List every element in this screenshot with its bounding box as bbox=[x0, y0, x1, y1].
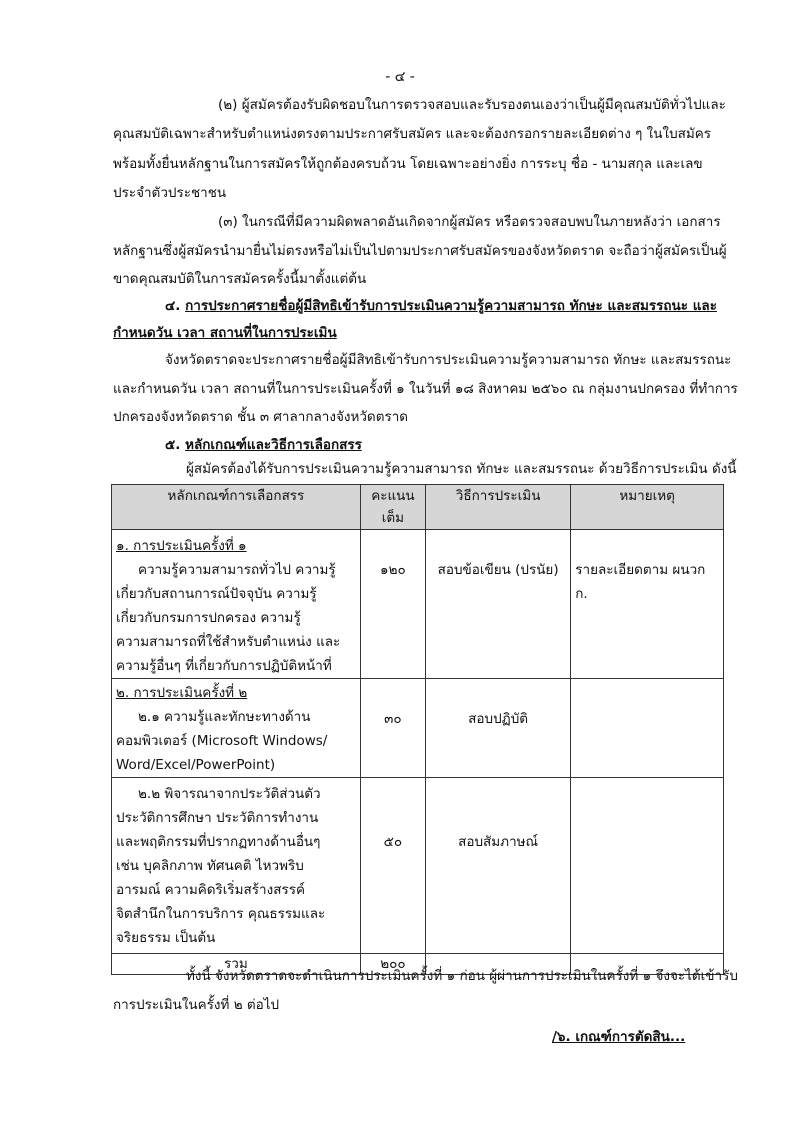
continuation-note: /๖. เกณฑ์การตัดสิน... bbox=[552, 1029, 686, 1045]
closing-line-2: การประเมินในครั้งที่ ๒ ต่อไป bbox=[113, 997, 280, 1013]
row-3-desc-2: ประวัติการศึกษา ประวัติการทำงาน bbox=[116, 810, 319, 826]
total-label: รวม bbox=[112, 954, 361, 975]
row-3-note bbox=[571, 778, 724, 954]
para-2-line-4: ประจำตัวประชาชน bbox=[113, 185, 227, 201]
criteria-table bbox=[111, 484, 724, 975]
para-3-line-2: หลักฐานซึ่งผู้สมัครนำมายื่นไม่ตรงหรือไม่เป็นไปตามประกาศรับสมัครของจังหวัดตราด จะถือว่าผู้สมัครเป็นผู้ bbox=[113, 243, 727, 259]
row-3-desc-1: ๒.๒ พิจารณาจากประวัติส่วนตัว bbox=[138, 786, 321, 802]
row-3-desc-7: จริยธรรม เป็นต้น bbox=[116, 930, 216, 946]
row-2-note bbox=[571, 679, 724, 778]
section-4-line-1: จังหวัดตราดจะประกาศรายชื่อผู้มีสิทธิเข้ารับการประเมินความรู้ความสามารถ ทักษะ และสมรรถนะ bbox=[165, 352, 732, 368]
para-2-line-1: (๒) ผู้สมัครต้องรับผิดชอบในการตรวจสอบและรับรองตนเองว่าเป็นผู้มีคุณสมบัติทั่วไปและ bbox=[218, 97, 726, 113]
header-method: วิธีการประเมิน bbox=[425, 485, 570, 530]
row-3-desc-5: อารมณ์ ความคิดริเริ่มสร้างสรรค์ bbox=[116, 882, 305, 898]
section-5-number: ๕. bbox=[165, 437, 181, 453]
table-row bbox=[112, 778, 724, 954]
page-number: - ๔ - bbox=[385, 69, 415, 85]
para-2-line-2: คุณสมบัติเฉพาะสำหรับตำแหน่งตรงตามประกาศรับสมัคร และจะต้องกรอกรายละเอียดต่าง ๆ ในใบสมัคร bbox=[113, 126, 712, 142]
row-2-desc-2: คอมพิวเตอร์ (Microsoft Windows/ bbox=[116, 733, 328, 749]
criteria-cell bbox=[112, 530, 361, 679]
section-5-heading-text: หลักเกณฑ์และวิธีการเลือกสรร bbox=[185, 437, 362, 453]
row-2-method: สอบปฏิบัติ bbox=[425, 679, 570, 778]
row-2-desc-3: Word/Excel/PowerPoint) bbox=[116, 757, 276, 773]
row-2-desc-1: ๒.๑ ความรู้และทักษะทางด้าน bbox=[138, 709, 311, 725]
row-1-desc-3: เกี่ยวกับกรมการปกครอง ความรู้ bbox=[116, 610, 301, 626]
section-4-line-2: และกำหนดวัน เวลา สถานที่ในการประเมินครั้งที่ ๑ ในวันที่ ๑๘ สิงหาคม ๒๕๖๐ ณ กลุ่มงานปกครอง ที่ทำการ bbox=[113, 381, 738, 397]
row-3-method: สอบสัมภาษณ์ bbox=[425, 778, 570, 954]
row-3-score: ๕๐ bbox=[360, 778, 425, 954]
para-2-line-3: พร้อมทั้งยื่นหลักฐานในการสมัครให้ถูกต้องครบถ้วน โดยเฉพาะอย่างยิ่ง การระบุ ชื่อ - นามสกุล และเลข bbox=[113, 156, 703, 172]
section-4-heading-2: กำหนดวัน เวลา สถานที่ในการประเมิน bbox=[113, 325, 337, 341]
closing-line-1: ทั้งนี้ จังหวัดตราดจะดำเนินการประเมินครั้งที่ ๑ ก่อน ผู้ผ่านการประเมินในครั้งที่ ๑ จึงจะได้เข้ารับ bbox=[186, 968, 738, 984]
header-criteria: หลักเกณฑ์การเลือกสรร bbox=[112, 485, 361, 530]
row-1-desc-1: ความรู้ความสามารถทั่วไป ความรู้ bbox=[138, 562, 336, 578]
section-4-heading-1: การประกาศรายชื่อผู้มีสิทธิเข้ารับการประเมินความรู้ความสามารถ ทักษะ และสมรรถนะ และ bbox=[185, 298, 717, 314]
section-5-heading bbox=[165, 435, 362, 455]
para-3-line-1: (๓) ในกรณีที่มีความผิดพลาดอันเกิดจากผู้สมัคร หรือตรวจสอบพบในภายหลังว่า เอกสาร bbox=[218, 214, 721, 230]
header-note: หมายเหตุ bbox=[571, 485, 724, 530]
row-1-note: รายละเอียดตาม ผนวก ก. bbox=[571, 530, 724, 679]
row-3-desc-4: เช่น บุคลิกภาพ ทัศนคติ ไหวพริบ bbox=[116, 858, 304, 874]
row-1-desc-4: ความสามารถที่ใช้สำหรับตำแหน่ง และ bbox=[116, 634, 341, 650]
section-4-number: ๔. bbox=[165, 298, 181, 314]
section-4-line-3: ปกครองจังหวัดตราด ชั้น ๓ ศาลากลางจังหวัดตราด bbox=[113, 409, 409, 425]
total-score: ๒๐๐ bbox=[360, 954, 425, 975]
section-4-heading-line-1 bbox=[165, 296, 717, 316]
row-1-desc-2: เกี่ยวกับสถานการณ์ปัจจุบัน ความรู้ bbox=[116, 586, 317, 602]
criteria-cell bbox=[112, 778, 361, 954]
section-5-intro: ผู้สมัครต้องได้รับการประเมินความรู้ความสามารถ ทักษะ และสมรรถนะ ด้วยวิธีการประเมิน ดังนี้ bbox=[186, 461, 737, 477]
table-row bbox=[112, 530, 724, 679]
table-row bbox=[112, 679, 724, 778]
row-3-desc-3: และพฤติกรรมที่ปรากฏทางด้านอื่นๆ bbox=[116, 834, 321, 850]
header-full-score: คะแนนเต็ม bbox=[360, 485, 425, 530]
row-1-title: ๑. การประเมินครั้งที่ ๑ bbox=[116, 538, 247, 554]
criteria-cell bbox=[112, 679, 361, 778]
para-3-line-3: ขาดคุณสมบัติในการสมัครครั้งนี้มาตั้งแต่ต้น bbox=[113, 271, 367, 287]
row-2-title: ๒. การประเมินครั้งที่ ๒ bbox=[116, 685, 248, 701]
row-1-method: สอบข้อเขียน (ปรนัย) bbox=[425, 530, 570, 679]
row-2-score: ๓๐ bbox=[360, 679, 425, 778]
row-3-desc-6: จิตสำนึกในการบริการ คุณธรรมและ bbox=[116, 906, 326, 922]
table-header-row bbox=[112, 485, 724, 530]
row-1-desc-5: ความรู้อื่นๆ ที่เกี่ยวกับการปฏิบัติหน้าที่ bbox=[116, 658, 332, 674]
row-1-score: ๑๒๐ bbox=[360, 530, 425, 679]
